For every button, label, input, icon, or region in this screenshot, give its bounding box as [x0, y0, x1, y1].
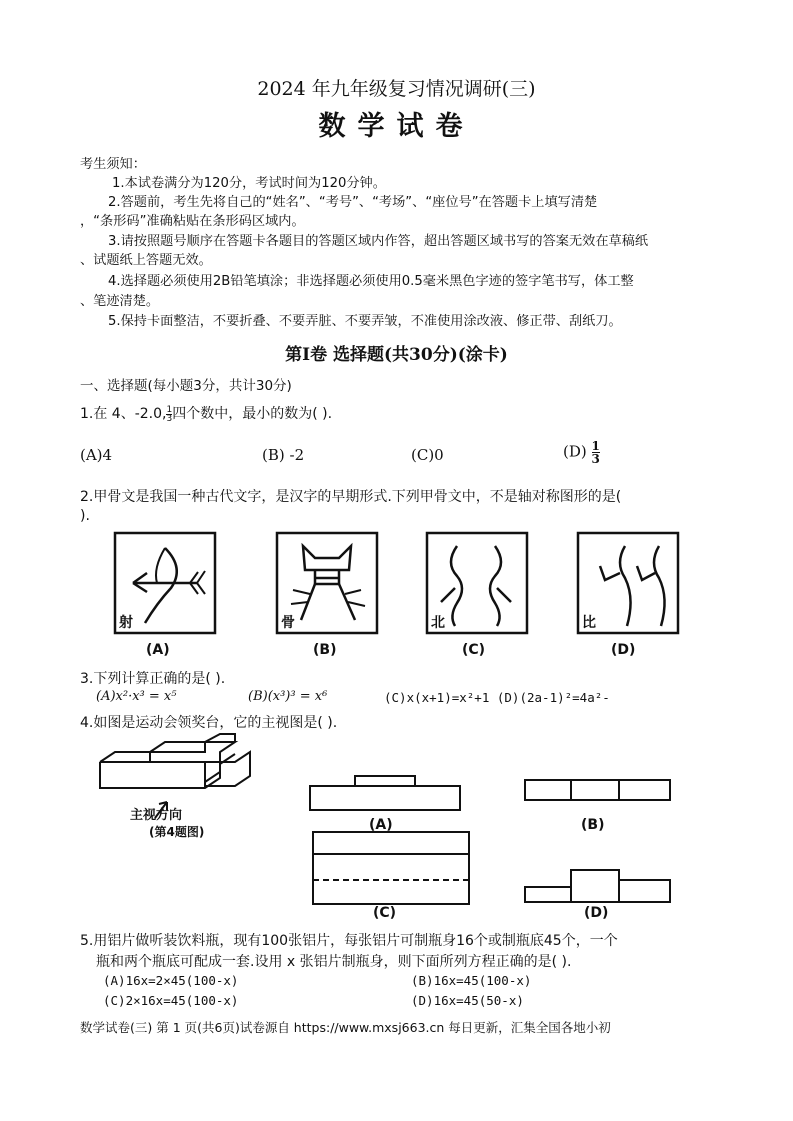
- q5-option-b: (B)16x=45(100-x): [411, 973, 532, 988]
- oracle-char-c: 北: [431, 615, 445, 631]
- q2-label-d: (D): [611, 642, 636, 658]
- question-2-stem: 2.甲骨文是我国一种古代文字，是汉字的早期形式.下列甲骨文中，不是轴对称图形的是(: [80, 489, 622, 505]
- question-1-stem: [80, 403, 332, 423]
- q1-option-c: (C)0: [411, 446, 444, 464]
- exam-header-title: 2024 年九年级复习情况调研(三): [257, 78, 536, 100]
- q4-label-d: (D): [584, 905, 609, 921]
- notice-heading: 考生须知：: [80, 157, 146, 172]
- notice-line: 、试题纸上答题无效。: [80, 253, 212, 268]
- q2-label-b: (B): [313, 642, 337, 658]
- q3-option-b: (B)(x³)³ = x⁶: [248, 689, 328, 704]
- question-4-stem: 4.如图是运动会领奖台，它的主视图是( ).: [80, 715, 338, 731]
- q5-option-c: (C)2×16x=45(100-x): [103, 993, 239, 1008]
- q1-stem-part: 1.在 4、-2.0,: [80, 406, 167, 422]
- q2-label-a: (A): [146, 642, 170, 658]
- question-5-stem-cont: 瓶和两个瓶底可配成一套.设用 x 张铝片制瓶身，则下面所列方程正确的是( ).: [96, 954, 572, 970]
- q4-label-c: (C): [373, 905, 397, 921]
- question-5-stem: 5.用铝片做听装饮料瓶，现有100张铝片，每张铝片可制瓶身16个或制瓶底45个，一个: [80, 933, 618, 949]
- podium-view-b: [525, 780, 670, 800]
- podium-direction-label: 主视方向: [130, 808, 183, 823]
- part-title: 一、选择题(每小题3分，共计30分): [80, 378, 292, 394]
- exam-subject-title: 数学试卷: [318, 111, 475, 142]
- q5-option-d: (D)16x=45(50-x): [411, 993, 524, 1008]
- notice-line: 5.保持卡面整洁，不要折叠、不要弄脏、不要弄皱，不准使用涂改液、修正带、刮纸刀。: [108, 314, 622, 329]
- q5-option-a: (A)16x=2×45(100-x): [103, 973, 239, 988]
- q1-option-d-label: (D): [563, 442, 587, 461]
- podium-view-c: [313, 832, 469, 904]
- notice-line: 1.本试卷满分为120分，考试时间为120分钟。: [112, 176, 386, 191]
- q4-label-a: (A): [369, 817, 393, 833]
- question-3-stem: 3.下列计算正确的是( ).: [80, 671, 226, 687]
- q1-option-d: [563, 440, 600, 465]
- notice-line: 2.答题前，考生先将自己的“姓名”、“考号”、“考场”、“座位号”在答题卡上填写清楚: [108, 195, 598, 210]
- notice-line: 3.请按照题号顺序在答题卡各题目的答题区域内作答，超出答题区域书写的答案无效在草稿纸: [108, 234, 649, 249]
- q3-option-a: (A)x²·x³ = x⁵: [96, 689, 177, 704]
- podium-figure-caption: (第4题图): [149, 825, 205, 839]
- frac-den: 3: [591, 452, 600, 466]
- q2-label-c: (C): [462, 642, 486, 658]
- q3-option-cd: (C)x(x+1)=x²+1 (D)(2a-1)²=4a²-: [384, 690, 610, 705]
- q4-label-b: (B): [581, 817, 605, 833]
- question-2-stem-cont: ).: [80, 508, 90, 524]
- page-footer: 数学试卷(三) 第 1 页(共6页)试卷源自 https://www.mxsj663.cn 每日更新，汇集全国各地小初: [80, 1020, 611, 1035]
- q1-option-b: (B) -2: [262, 446, 305, 464]
- frac-den: 3: [166, 413, 173, 424]
- frac-num: 1: [591, 439, 600, 453]
- podium-view-d: [525, 870, 670, 902]
- q1-option-a: (A)4: [80, 446, 113, 464]
- notice-line: ，“条形码”准确粘贴在条形码区域内。: [80, 214, 305, 229]
- fraction-one-third: [592, 440, 600, 465]
- notice-line: 、笔迹清楚。: [80, 294, 160, 309]
- oracle-char-b: 骨: [281, 615, 295, 631]
- frac-num: 1: [166, 404, 173, 415]
- oracle-char-d: 比: [582, 615, 596, 631]
- oracle-char-a: 射: [119, 615, 133, 631]
- notice-line: 4.选择题必须使用2B铅笔填涂；非选择题必须使用0.5毫米黑色字迹的签字笔书写，体工整: [108, 274, 634, 289]
- section-title: 第Ⅰ卷 选择题(共30分)(涂卡): [285, 345, 508, 365]
- podium-view-a: [310, 776, 460, 810]
- q1-stem-part: 四个数中，最小的数为( ).: [172, 406, 333, 422]
